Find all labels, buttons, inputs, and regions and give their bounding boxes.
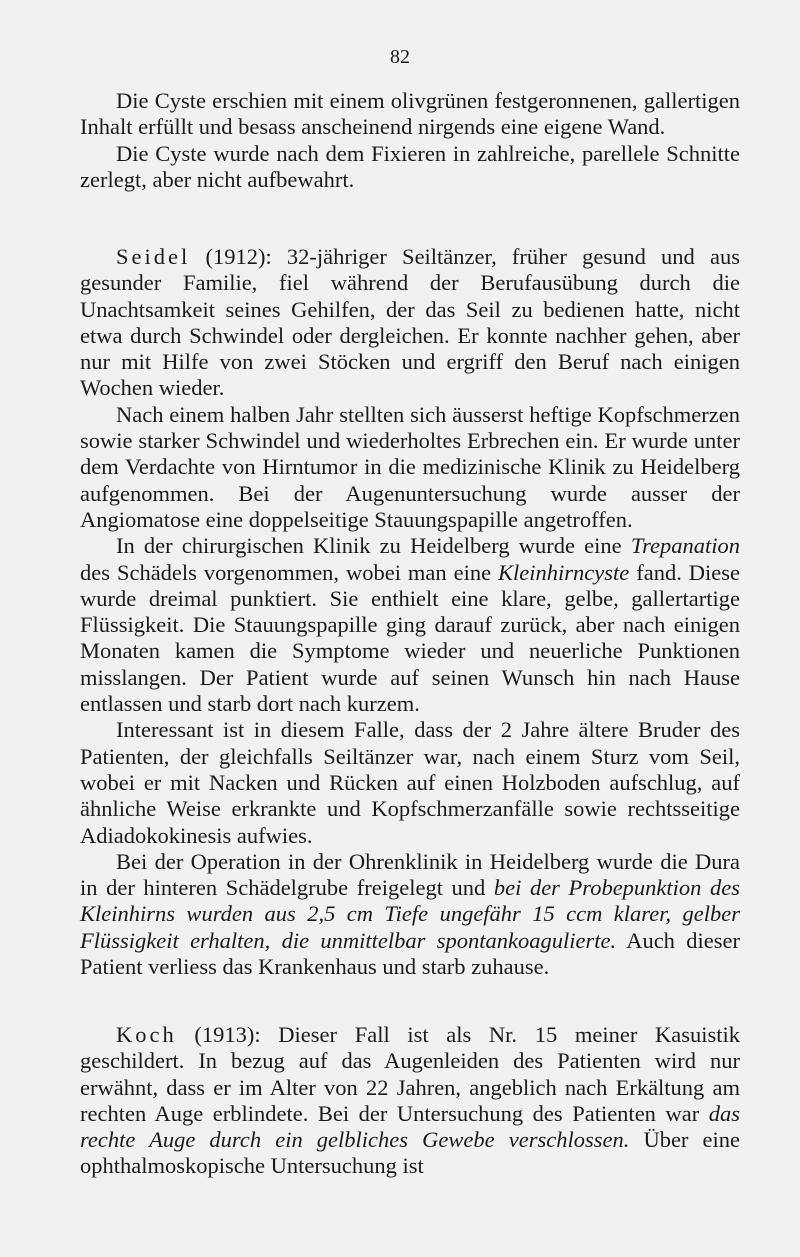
page-number: 82 xyxy=(390,46,410,68)
paragraph xyxy=(80,402,740,533)
text-run: Interessant ist in diesem Falle, dass der 2 Jahre ältere Bruder des Patienten, der gleichfalls Seiltänzer war, nach einem Sturz vom Seil, wobei er mit Nacken und Rücken auf einen Holzboden aufschlug, auf ähnliche Weise erkrankte und Kopfschmerzanfälle sowie rechtsseitige Adiadokokinesis aufwies. xyxy=(80,717,740,848)
italic-run: Kleinhirncyste xyxy=(498,559,630,585)
text-run: Die Cyste wurde nach dem Fixieren in zahlreiche, parellele Schnitte zerlegt, aber nicht aufbewahrt. xyxy=(80,140,740,192)
paragraph xyxy=(80,717,740,848)
text-block-seidel xyxy=(80,244,740,980)
paragraph xyxy=(80,88,740,141)
text-run: des Schädels vorgenommen, wobei man eine xyxy=(80,559,499,585)
paragraph xyxy=(80,244,740,402)
text-run: Auch dieser Patient verliess das Krankenhaus und starb zuhause. xyxy=(80,927,740,980)
italic-run: Trepanation xyxy=(630,533,740,559)
paragraph xyxy=(80,141,740,194)
text-run: Bei der Operation in der Ohrenklinik in Heidelberg wurde die Dura in der hinteren Schädelgrube freigelegt und xyxy=(80,848,740,901)
paragraph xyxy=(80,849,740,980)
text-run: Die Cyste erschien mit einem olivgrünen festgeronnenen, gallertigen Inhalt erfüllt und besass anscheinend nirgends eine eigene Wand. xyxy=(80,88,740,140)
text-block-cyst xyxy=(80,88,740,193)
text-block-koch xyxy=(80,1022,740,1180)
text-run: Nach einem halben Jahr stellten sich äusserst heftige Kopfschmerzen sowie starker Schwindel und wiederholtes Erbrechen ein. Er wurde unter dem Verdachte von Hirntumor in die medizinische Klinik zu Heidelberg aufgenommen. Bei der Augenuntersuchung wurde ausser der Angiomatose eine doppelseitige Stauungspapille angetroffen. xyxy=(80,401,740,532)
text-run: Über eine ophthalmoskopische Untersuchung ist xyxy=(80,1127,741,1179)
author-name: Koch xyxy=(116,1022,177,1047)
text-run: (1913): Dieser Fall ist als Nr. 15 meiner Kasuistik geschildert. In bezug auf das Augenleiden des Patienten wird nur erwähnt, dass er im Alter von 22 Jahren, angeblich nach Erkältung am rechten Auge erblindete. Bei der Untersuchung des Patienten war xyxy=(80,1022,740,1126)
paragraph xyxy=(80,1022,740,1180)
text-run: (1912): 32-jähriger Seiltänzer, früher gesund und aus gesunder Familie, fiel während der Berufausübung durch die Unachtsamkeit seines Gehilfen, der das Seil zu bedienen hatte, nicht etwa durch Schwindel oder dergleichen. Er konnte nachher gehen, aber nur mit Hilfe von zwei Stöcken und ergriff den Beruf nach einigen Wochen wieder. xyxy=(80,244,740,401)
text-run: In der chirurgischen Klinik zu Heidelberg wurde eine xyxy=(116,533,631,559)
italic-run: bei der Probepunktion des Kleinhirns wurden aus 2,5 cm Tiefe ungefähr 15 ccm klarer, gelber Flüssigkeit erhalten, die unmittelbar spontankoagulierte. xyxy=(80,875,740,953)
italic-run: das rechte Auge durch ein gelbliches Gewebe verschlossen. xyxy=(80,1100,740,1153)
text-run: fand. Diese wurde dreimal punktiert. Sie enthielt eine klare, gelbe, gallertartige Flüssigkeit. Die Stauungspapille ging darauf zurück, aber nach einigen Monaten kamen die Symptome wieder und neuerliche Punktionen misslangen. Der Patient wurde auf seinen Wunsch hin nach Hause entlassen und starb dort nach kurzem. xyxy=(80,559,740,717)
author-name: Seidel xyxy=(116,244,191,269)
paragraph xyxy=(80,533,740,717)
